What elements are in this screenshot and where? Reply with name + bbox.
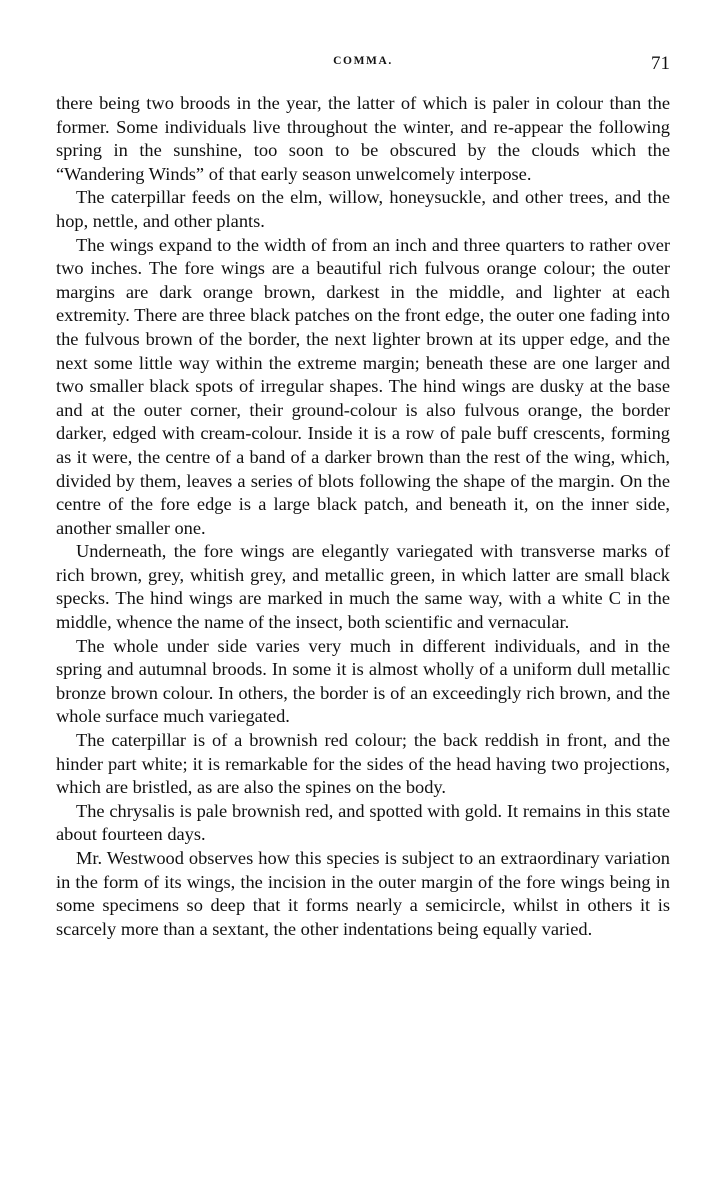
paragraph-wings: The wings expand to the width of from an inch and three quarters to rather over two inches. The fore wings are a beautiful rich fulvous orange colour; the outer margins are dark orange brown, darkest in the middle, and lighter at each extremity. There are three black patches on the front edge, the outer one fading into the fulvous brown of the border, the next lighter brown at its upper edge, and the next some little way within the extreme margin; beneath these are one larger and two smaller black spots of irregular shapes. The hind wings are dusky at the base and at the outer corner, their ground-colour is also fulvous orange, the border darker, edged with cream-colour. Inside it is a row of pale buff crescents, forming as it were, the centre of a band of a darker brown than the rest of the wing, which, divided by them, leaves a series of blots following the shape of the margin. On the centre of the fore edge is a large black patch, and beneath it, on the inner side, another smaller one. <box>56 234 670 538</box>
paragraph-underneath: Underneath, the fore wings are elegantly variegated with transverse marks of rich brown, grey, whitish grey, and metallic green, in which latter are small black specks. The hind wings are marked in much the same way, with a white C in the middle, whence the name of the insect, both scientific and vernacular. <box>56 541 670 633</box>
paragraph-caterpillar: The caterpillar is of a brownish red colour; the back reddish in front, and the hinder part white; it is remarkable for the sides of the head having two projections, which are bristled, as are also the spines on the body. <box>56 730 670 798</box>
paragraph-chrysalis: The chrysalis is pale brownish red, and spotted with gold. It remains in this state about fourteen days. <box>56 800 670 845</box>
page-number: 71 <box>651 53 670 74</box>
paragraph-under-side: The whole under side varies very much in different individuals, and in the spring and autumnal broods. In some it is almost wholly of a uniform dull metallic bronze brown colour. In others, the border is of an exceedingly rich brown, and the whole surface much variegated. <box>56 635 670 727</box>
body-text <box>56 92 670 941</box>
paragraph-continuation: there being two broods in the year, the latter of which is paler in colour than the former. Some individuals live throughout the winter, and re-appear the following spring in the sunshine, too soon to be obscured by the clouds which the “Wandering Winds” of that early season unwelcomely interpose. <box>56 93 670 184</box>
paragraph-caterpillar-food: The caterpillar feeds on the elm, willow, honeysuckle, and other trees, and the hop, nettle, and other plants. <box>56 187 670 231</box>
running-head <box>56 55 670 77</box>
paragraph-westwood: Mr. Westwood observes how this species is subject to an extraordinary variation in the form of its wings, the incision in the outer margin of the fore wings being in some specimens so deep that it forms nearly a semicircle, whilst in others it is scarcely more than a sextant, the other indentations being equally varied. <box>56 848 670 939</box>
running-title: COMMA. <box>333 55 393 67</box>
